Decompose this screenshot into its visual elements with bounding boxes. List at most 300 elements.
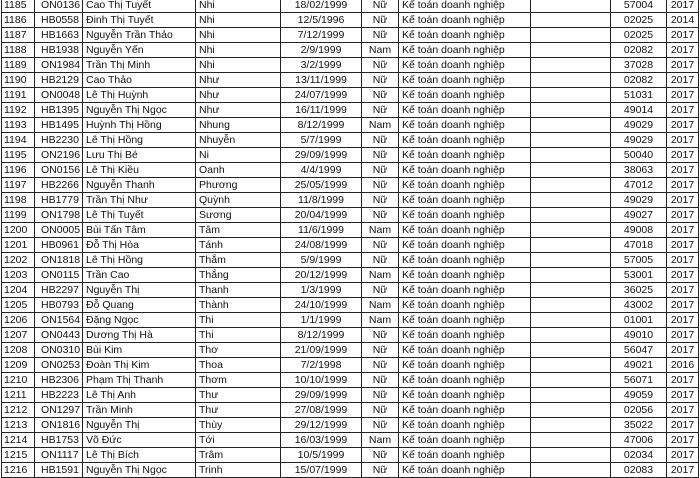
given-name-cell: Nhi xyxy=(196,58,281,73)
school-code-cell: 49014 xyxy=(611,103,667,118)
major-cell: Kế toán doanh nghiệp xyxy=(399,193,531,208)
school-code-cell: 36025 xyxy=(611,283,667,298)
row-index: 1201 xyxy=(2,238,35,253)
row-index: 1209 xyxy=(2,358,35,373)
empty-cell xyxy=(531,433,611,448)
gender-cell: Nữ xyxy=(362,238,399,253)
student-code: ON0115 xyxy=(35,268,83,283)
table-row xyxy=(2,223,699,238)
graduation-year-cell: 2017 xyxy=(667,163,699,178)
school-code-cell: 50040 xyxy=(611,148,667,163)
school-code-cell: 02034 xyxy=(611,448,667,463)
major-cell: Kế toán doanh nghiệp xyxy=(399,0,531,13)
student-code: HB2223 xyxy=(35,388,83,403)
empty-cell xyxy=(531,343,611,358)
graduation-year-cell: 2017 xyxy=(667,418,699,433)
student-code: HB0961 xyxy=(35,238,83,253)
gender-cell: Nữ xyxy=(362,58,399,73)
surname-cell: Lê Thị Hồng xyxy=(83,253,196,268)
gender-cell: Nữ xyxy=(362,103,399,118)
surname-cell: Cao Thị Tuyết xyxy=(83,0,196,13)
row-index: 1203 xyxy=(2,268,35,283)
graduation-year-cell: 2016 xyxy=(667,358,699,373)
graduation-year-cell: 2017 xyxy=(667,253,699,268)
row-index: 1204 xyxy=(2,283,35,298)
given-name-cell: Thắm xyxy=(196,253,281,268)
graduation-year-cell: 2017 xyxy=(667,43,699,58)
student-code: HB2129 xyxy=(35,73,83,88)
table-row xyxy=(2,358,699,373)
row-index: 1208 xyxy=(2,343,35,358)
table-row xyxy=(2,193,699,208)
given-name-cell: Trâm xyxy=(196,448,281,463)
surname-cell: Nguyễn Thị xyxy=(83,283,196,298)
student-code: ON0253 xyxy=(35,358,83,373)
given-name-cell: Thi xyxy=(196,313,281,328)
school-code-cell: 02082 xyxy=(611,43,667,58)
graduation-year-cell: 2017 xyxy=(667,403,699,418)
birth-date-cell: 10/5/1999 xyxy=(281,448,362,463)
surname-cell: Nguyễn Thị xyxy=(83,418,196,433)
birth-date-cell: 1/3/1999 xyxy=(281,283,362,298)
gender-cell: Nữ xyxy=(362,148,399,163)
birth-date-cell: 5/7/1999 xyxy=(281,133,362,148)
graduation-year-cell: 2017 xyxy=(667,433,699,448)
surname-cell: Trần Cao xyxy=(83,268,196,283)
surname-cell: Dương Thị Hà xyxy=(83,328,196,343)
birth-date-cell: 7/2/1998 xyxy=(281,358,362,373)
row-index: 1197 xyxy=(2,178,35,193)
table-row xyxy=(2,73,699,88)
empty-cell xyxy=(531,418,611,433)
given-name-cell: Thơm xyxy=(196,373,281,388)
major-cell: Kế toán doanh nghiệp xyxy=(399,328,531,343)
row-index: 1195 xyxy=(2,148,35,163)
graduation-year-cell: 2017 xyxy=(667,118,699,133)
birth-date-cell: 11/6/1999 xyxy=(281,223,362,238)
birth-date-cell: 20/12/1999 xyxy=(281,268,362,283)
table-row xyxy=(2,433,699,448)
gender-cell: Nữ xyxy=(362,418,399,433)
birth-date-cell: 29/09/1999 xyxy=(281,148,362,163)
table-row xyxy=(2,343,699,358)
row-index: 1207 xyxy=(2,328,35,343)
row-index: 1190 xyxy=(2,73,35,88)
given-name-cell: Trinh xyxy=(196,463,281,478)
graduation-year-cell: 2017 xyxy=(667,103,699,118)
table-row xyxy=(2,118,699,133)
given-name-cell: Tâm xyxy=(196,223,281,238)
gender-cell: Nữ xyxy=(362,403,399,418)
student-code: HB1663 xyxy=(35,28,83,43)
surname-cell: Đoàn Thị Kim xyxy=(83,358,196,373)
surname-cell: Huỳnh Thị Hồng xyxy=(83,118,196,133)
student-code: HB2306 xyxy=(35,373,83,388)
birth-date-cell: 29/12/1999 xyxy=(281,418,362,433)
row-index: 1193 xyxy=(2,118,35,133)
empty-cell xyxy=(531,193,611,208)
major-cell: Kế toán doanh nghiệp xyxy=(399,163,531,178)
major-cell: Kế toán doanh nghiệp xyxy=(399,88,531,103)
major-cell: Kế toán doanh nghiệp xyxy=(399,343,531,358)
empty-cell xyxy=(531,163,611,178)
major-cell: Kế toán doanh nghiệp xyxy=(399,73,531,88)
row-index: 1200 xyxy=(2,223,35,238)
table-row xyxy=(2,103,699,118)
row-index: 1216 xyxy=(2,463,35,478)
student-code: HB2297 xyxy=(35,283,83,298)
birth-date-cell: 25/05/1999 xyxy=(281,178,362,193)
table-row xyxy=(2,388,699,403)
student-code: ON1984 xyxy=(35,58,83,73)
graduation-year-cell: 2017 xyxy=(667,223,699,238)
table-row xyxy=(2,133,699,148)
school-code-cell: 02082 xyxy=(611,73,667,88)
student-code: ON1117 xyxy=(35,448,83,463)
empty-cell xyxy=(531,43,611,58)
birth-date-cell: 8/12/1999 xyxy=(281,328,362,343)
given-name-cell: Thi xyxy=(196,328,281,343)
given-name-cell: Thư xyxy=(196,388,281,403)
major-cell: Kế toán doanh nghiệp xyxy=(399,403,531,418)
graduation-year-cell: 2017 xyxy=(667,193,699,208)
student-code: ON1818 xyxy=(35,253,83,268)
student-code: ON0443 xyxy=(35,328,83,343)
major-cell: Kế toán doanh nghiệp xyxy=(399,148,531,163)
student-code: ON0005 xyxy=(35,223,83,238)
table-row xyxy=(2,238,699,253)
gender-cell: Nữ xyxy=(362,463,399,478)
birth-date-cell: 1/1/1999 xyxy=(281,313,362,328)
given-name-cell: Nhi xyxy=(196,13,281,28)
major-cell: Kế toán doanh nghiệp xyxy=(399,418,531,433)
gender-cell: Nữ xyxy=(362,448,399,463)
graduation-year-cell: 2017 xyxy=(667,328,699,343)
graduation-year-cell: 2017 xyxy=(667,268,699,283)
gender-cell: Nữ xyxy=(362,328,399,343)
school-code-cell: 49008 xyxy=(611,223,667,238)
table-body xyxy=(2,0,699,478)
row-index: 1188 xyxy=(2,43,35,58)
graduation-year-cell: 2017 xyxy=(667,58,699,73)
birth-date-cell: 18/02/1999 xyxy=(281,0,362,13)
school-code-cell: 49027 xyxy=(611,208,667,223)
empty-cell xyxy=(531,358,611,373)
table-row xyxy=(2,163,699,178)
given-name-cell: Thắng xyxy=(196,268,281,283)
row-index: 1189 xyxy=(2,58,35,73)
school-code-cell: 38063 xyxy=(611,163,667,178)
surname-cell: Lê Thị Kiều xyxy=(83,163,196,178)
table-row xyxy=(2,58,699,73)
surname-cell: Đinh Thị Tuyết xyxy=(83,13,196,28)
birth-date-cell: 4/4/1999 xyxy=(281,163,362,178)
major-cell: Kế toán doanh nghiệp xyxy=(399,433,531,448)
given-name-cell: Thư xyxy=(196,403,281,418)
given-name-cell: Nhi xyxy=(196,28,281,43)
row-index: 1194 xyxy=(2,133,35,148)
gender-cell: Nam xyxy=(362,313,399,328)
gender-cell: Nữ xyxy=(362,343,399,358)
gender-cell: Nữ xyxy=(362,88,399,103)
given-name-cell: Tánh xyxy=(196,238,281,253)
surname-cell: Nguyễn Thanh xyxy=(83,178,196,193)
student-code: HB0793 xyxy=(35,298,83,313)
major-cell: Kế toán doanh nghiệp xyxy=(399,178,531,193)
gender-cell: Nữ xyxy=(362,73,399,88)
graduation-year-cell: 2017 xyxy=(667,88,699,103)
empty-cell xyxy=(531,148,611,163)
graduation-year-cell: 2017 xyxy=(667,373,699,388)
graduation-year-cell: 2017 xyxy=(667,388,699,403)
table-row xyxy=(2,148,699,163)
birth-date-cell: 10/10/1999 xyxy=(281,373,362,388)
surname-cell: Lê Thị Bích xyxy=(83,448,196,463)
empty-cell xyxy=(531,13,611,28)
graduation-year-cell: 2017 xyxy=(667,448,699,463)
given-name-cell: Thành xyxy=(196,298,281,313)
major-cell: Kế toán doanh nghiệp xyxy=(399,298,531,313)
major-cell: Kế toán doanh nghiệp xyxy=(399,283,531,298)
school-code-cell: 47012 xyxy=(611,178,667,193)
birth-date-cell: 2/9/1999 xyxy=(281,43,362,58)
row-index: 1211 xyxy=(2,388,35,403)
empty-cell xyxy=(531,0,611,13)
gender-cell: Nữ xyxy=(362,193,399,208)
surname-cell: Lê Thị Anh xyxy=(83,388,196,403)
given-name-cell: Nhi xyxy=(196,43,281,58)
student-code: ON1564 xyxy=(35,313,83,328)
major-cell: Kế toán doanh nghiệp xyxy=(399,463,531,478)
gender-cell: Nữ xyxy=(362,253,399,268)
row-index: 1214 xyxy=(2,433,35,448)
table-row xyxy=(2,13,699,28)
table-row xyxy=(2,418,699,433)
surname-cell: Lê Thị Tuyết xyxy=(83,208,196,223)
gender-cell: Nữ xyxy=(362,373,399,388)
gender-cell: Nữ xyxy=(362,283,399,298)
birth-date-cell: 24/08/1999 xyxy=(281,238,362,253)
surname-cell: Bùi Kim xyxy=(83,343,196,358)
graduation-year-cell: 2017 xyxy=(667,133,699,148)
major-cell: Kế toán doanh nghiệp xyxy=(399,43,531,58)
school-code-cell: 02056 xyxy=(611,403,667,418)
table-row xyxy=(2,298,699,313)
student-code: HB1753 xyxy=(35,433,83,448)
surname-cell: Lê Thị Huỳnh xyxy=(83,88,196,103)
table-row xyxy=(2,0,699,13)
surname-cell: Nguyễn Trần Thảo xyxy=(83,28,196,43)
table-row xyxy=(2,373,699,388)
empty-cell xyxy=(531,403,611,418)
table-row xyxy=(2,208,699,223)
graduation-year-cell: 2017 xyxy=(667,238,699,253)
surname-cell: Phạm Thị Thanh xyxy=(83,373,196,388)
birth-date-cell: 16/11/1999 xyxy=(281,103,362,118)
major-cell: Kế toán doanh nghiệp xyxy=(399,313,531,328)
given-name-cell: Thoa xyxy=(196,358,281,373)
gender-cell: Nữ xyxy=(362,13,399,28)
surname-cell: Trần Thị Như xyxy=(83,193,196,208)
student-code: ON0048 xyxy=(35,88,83,103)
birth-date-cell: 24/07/1999 xyxy=(281,88,362,103)
table-row xyxy=(2,448,699,463)
school-code-cell: 57004 xyxy=(611,0,667,13)
school-code-cell: 01001 xyxy=(611,313,667,328)
surname-cell: Cao Thảo xyxy=(83,73,196,88)
school-code-cell: 49029 xyxy=(611,133,667,148)
surname-cell: Võ Đức xyxy=(83,433,196,448)
birth-date-cell: 8/12/1999 xyxy=(281,118,362,133)
student-code: HB2230 xyxy=(35,133,83,148)
major-cell: Kế toán doanh nghiệp xyxy=(399,103,531,118)
school-code-cell: 49010 xyxy=(611,328,667,343)
major-cell: Kế toán doanh nghiệp xyxy=(399,13,531,28)
student-code: ON1297 xyxy=(35,403,83,418)
major-cell: Kế toán doanh nghiệp xyxy=(399,238,531,253)
birth-date-cell: 3/2/1999 xyxy=(281,58,362,73)
table-row xyxy=(2,43,699,58)
student-code: HB1591 xyxy=(35,463,83,478)
surname-cell: Nguyễn Thị Ngọc xyxy=(83,103,196,118)
school-code-cell: 02083 xyxy=(611,463,667,478)
graduation-year-cell: 2017 xyxy=(667,298,699,313)
empty-cell xyxy=(531,103,611,118)
row-index: 1215 xyxy=(2,448,35,463)
major-cell: Kế toán doanh nghiệp xyxy=(399,118,531,133)
birth-date-cell: 20/04/1999 xyxy=(281,208,362,223)
gender-cell: Nam xyxy=(362,118,399,133)
birth-date-cell: 29/09/1999 xyxy=(281,388,362,403)
empty-cell xyxy=(531,88,611,103)
table-row xyxy=(2,463,699,478)
row-index: 1196 xyxy=(2,163,35,178)
empty-cell xyxy=(531,178,611,193)
table-row xyxy=(2,328,699,343)
graduation-year-cell: 2017 xyxy=(667,0,699,13)
birth-date-cell: 15/07/1999 xyxy=(281,463,362,478)
table-row xyxy=(2,88,699,103)
surname-cell: Lê Thị Hồng xyxy=(83,133,196,148)
gender-cell: Nam xyxy=(362,43,399,58)
row-index: 1187 xyxy=(2,28,35,43)
table-row xyxy=(2,403,699,418)
surname-cell: Trần Thị Minh xyxy=(83,58,196,73)
school-code-cell: 49029 xyxy=(611,118,667,133)
empty-cell xyxy=(531,238,611,253)
row-index: 1191 xyxy=(2,88,35,103)
given-name-cell: Nhung xyxy=(196,118,281,133)
given-name-cell: Quỳnh xyxy=(196,193,281,208)
student-code: HB0558 xyxy=(35,13,83,28)
birth-date-cell: 21/09/1999 xyxy=(281,343,362,358)
surname-cell: Trần Minh xyxy=(83,403,196,418)
row-index: 1213 xyxy=(2,418,35,433)
student-code: ON0156 xyxy=(35,163,83,178)
birth-date-cell: 13/11/1999 xyxy=(281,73,362,88)
school-code-cell: 49059 xyxy=(611,388,667,403)
graduation-year-cell: 2017 xyxy=(667,343,699,358)
empty-cell xyxy=(531,73,611,88)
birth-date-cell: 16/03/1999 xyxy=(281,433,362,448)
given-name-cell: Ni xyxy=(196,148,281,163)
gender-cell: Nữ xyxy=(362,133,399,148)
empty-cell xyxy=(531,268,611,283)
surname-cell: Nguyễn Thị Ngọc xyxy=(83,463,196,478)
graduation-year-cell: 2017 xyxy=(667,148,699,163)
student-code: ON0136 xyxy=(35,0,83,13)
row-index: 1212 xyxy=(2,403,35,418)
table-row xyxy=(2,28,699,43)
gender-cell: Nữ xyxy=(362,163,399,178)
given-name-cell: Nhuyễn xyxy=(196,133,281,148)
row-index: 1206 xyxy=(2,313,35,328)
table-row xyxy=(2,268,699,283)
given-name-cell: Thơ xyxy=(196,343,281,358)
gender-cell: Nữ xyxy=(362,178,399,193)
major-cell: Kế toán doanh nghiệp xyxy=(399,373,531,388)
given-name-cell: Nhi xyxy=(196,0,281,13)
major-cell: Kế toán doanh nghiệp xyxy=(399,208,531,223)
graduation-year-cell: 2017 xyxy=(667,463,699,478)
student-code: HB1395 xyxy=(35,103,83,118)
empty-cell xyxy=(531,388,611,403)
gender-cell: Nữ xyxy=(362,208,399,223)
row-index: 1210 xyxy=(2,373,35,388)
major-cell: Kế toán doanh nghiệp xyxy=(399,58,531,73)
empty-cell xyxy=(531,253,611,268)
given-name-cell: Phương xyxy=(196,178,281,193)
row-index: 1198 xyxy=(2,193,35,208)
empty-cell xyxy=(531,208,611,223)
school-code-cell: 56071 xyxy=(611,373,667,388)
school-code-cell: 51031 xyxy=(611,88,667,103)
given-name-cell: Tới xyxy=(196,433,281,448)
surname-cell: Đặng Ngọc xyxy=(83,313,196,328)
empty-cell xyxy=(531,328,611,343)
empty-cell xyxy=(531,283,611,298)
birth-date-cell: 11/8/1999 xyxy=(281,193,362,208)
row-index: 1192 xyxy=(2,103,35,118)
school-code-cell: 47018 xyxy=(611,238,667,253)
given-name-cell: Sương xyxy=(196,208,281,223)
gender-cell: Nam xyxy=(362,298,399,313)
school-code-cell: 02025 xyxy=(611,28,667,43)
row-index: 1205 xyxy=(2,298,35,313)
school-code-cell: 47006 xyxy=(611,433,667,448)
school-code-cell: 57005 xyxy=(611,253,667,268)
empty-cell xyxy=(531,133,611,148)
surname-cell: Đỗ Thị Hòa xyxy=(83,238,196,253)
graduation-year-cell: 2017 xyxy=(667,283,699,298)
surname-cell: Bùi Tấn Tâm xyxy=(83,223,196,238)
empty-cell xyxy=(531,28,611,43)
empty-cell xyxy=(531,58,611,73)
birth-date-cell: 12/5/1996 xyxy=(281,13,362,28)
surname-cell: Đỗ Quang xyxy=(83,298,196,313)
school-code-cell: 56047 xyxy=(611,343,667,358)
school-code-cell: 49021 xyxy=(611,358,667,373)
surname-cell: Nguyễn Yến xyxy=(83,43,196,58)
row-index: 1199 xyxy=(2,208,35,223)
empty-cell xyxy=(531,223,611,238)
surname-cell: Lưu Thị Bé xyxy=(83,148,196,163)
graduation-year-cell: 2017 xyxy=(667,313,699,328)
student-code: ON1816 xyxy=(35,418,83,433)
birth-date-cell: 24/10/1999 xyxy=(281,298,362,313)
major-cell: Kế toán doanh nghiệp xyxy=(399,388,531,403)
given-name-cell: Thanh xyxy=(196,283,281,298)
